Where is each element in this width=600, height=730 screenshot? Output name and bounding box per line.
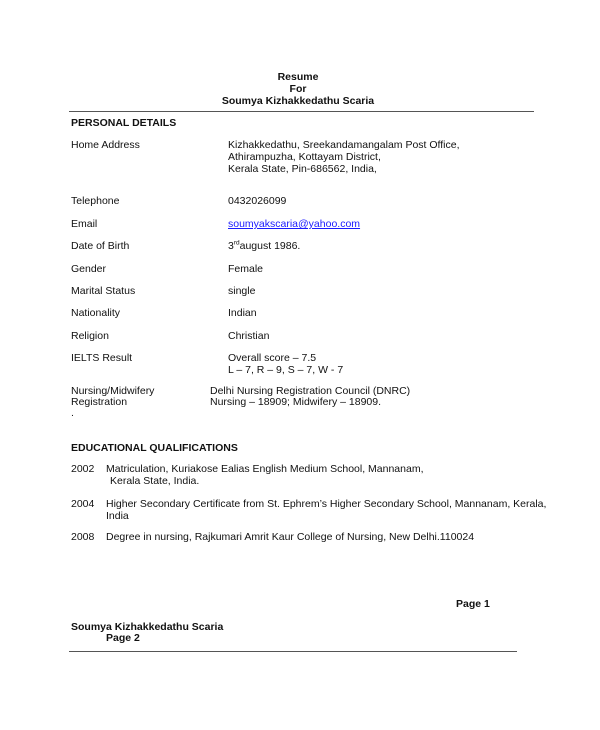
ielts-bands: L – 7, R – 9, S – 7, W - 7	[228, 364, 344, 376]
education-year: 2002	[71, 463, 95, 475]
nationality-label: Nationality	[71, 307, 121, 319]
home-address-label: Home Address	[71, 139, 140, 151]
education-year: 2008	[71, 531, 95, 543]
education-entry	[106, 463, 424, 487]
page2-divider	[69, 651, 517, 652]
education-year: 2004	[71, 498, 95, 510]
religion-value: Christian	[228, 330, 270, 342]
home-address-value	[228, 139, 460, 175]
header-name-page2: Soumya Kizhakkedathu Scaria	[71, 621, 224, 633]
email-link[interactable]: soumyakscaria@yahoo.com	[228, 218, 361, 230]
ielts-value	[228, 352, 343, 376]
header-divider	[69, 111, 534, 112]
address-line-1: Kizhakkedathu, Sreekandamangalam Post Office,	[228, 139, 460, 151]
dob-suffix: rd	[233, 239, 240, 247]
registration-numbers: Nursing – 18909; Midwifery – 18909.	[210, 396, 382, 408]
registration-council: Delhi Nursing Registration Council (DNRC)	[210, 385, 411, 397]
telephone-value: 0432026099	[228, 195, 287, 207]
registration-label-line2: Registration	[71, 396, 128, 408]
marital-status-label: Marital Status	[71, 285, 136, 297]
registration-value	[210, 386, 410, 408]
education-entry-line1: Matriculation, Kuriakose Ealias English Medium School, Mannanam,	[106, 463, 424, 475]
education-entry-line2: Kerala State, India.	[110, 475, 200, 487]
education-entry	[106, 498, 546, 522]
page-number-2: Page 2	[106, 632, 140, 644]
resume-for: For	[289, 83, 307, 95]
education-entry	[106, 531, 474, 543]
resume-title: Resume	[277, 71, 319, 83]
address-line-2: Athirampuzha, Kottayam District,	[228, 151, 381, 163]
personal-details-heading: PERSONAL DETAILS	[71, 117, 177, 129]
gender-label: Gender	[71, 263, 107, 275]
registration-label-line1: Nursing/Midwifery	[71, 385, 155, 397]
marital-status-value: single	[228, 285, 256, 297]
gender-value: Female	[228, 263, 264, 275]
page-number-1: Page 1	[456, 598, 490, 610]
email-label: Email	[71, 218, 98, 230]
registration-dot: .	[71, 407, 74, 419]
dob-label: Date of Birth	[71, 240, 130, 252]
dob-day: 3	[228, 240, 234, 252]
resume-name: Soumya Kizhakkedathu Scaria	[221, 95, 375, 107]
address-line-3: Kerala State, Pin-686562, India,	[228, 163, 377, 175]
education-entry-line1: Higher Secondary Certificate from St. Ephrem’s Higher Secondary School, Mannanam, Kerala,	[106, 498, 547, 510]
dob-rest: august 1986.	[239, 240, 301, 252]
telephone-label: Telephone	[71, 195, 120, 207]
education-entry-line1: Degree in nursing, Rajkumari Amrit Kaur College of Nursing, New Delhi.110024	[106, 531, 475, 543]
registration-label	[71, 386, 154, 419]
nationality-value: Indian	[228, 307, 257, 319]
ielts-overall: Overall score – 7.5	[228, 352, 317, 364]
ielts-label: IELTS Result	[71, 352, 133, 364]
education-heading: EDUCATIONAL QUALIFICATIONS	[71, 442, 238, 454]
education-entry-line2: India	[106, 510, 129, 522]
dob-value	[228, 240, 300, 252]
religion-label: Religion	[71, 330, 109, 342]
